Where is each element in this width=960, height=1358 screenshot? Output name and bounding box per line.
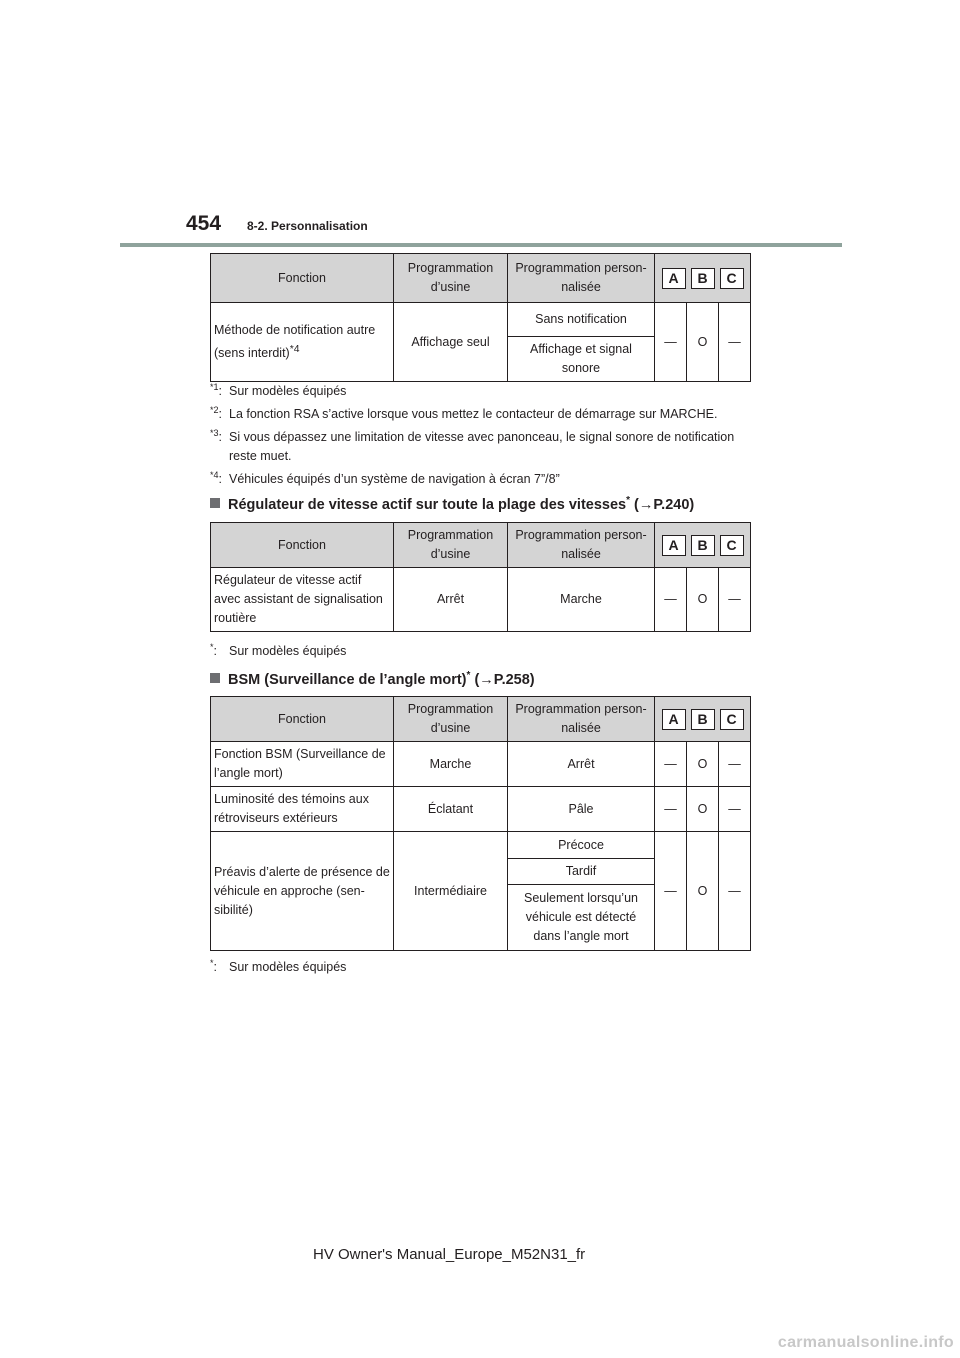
table-row xyxy=(211,742,751,787)
footnote: *: Sur modèles équipés xyxy=(210,958,347,975)
col-fonction: Fonction xyxy=(211,254,394,303)
section-title: 8-2. Personnalisation xyxy=(247,219,368,233)
col-programmation-usine: Programmation d’usine xyxy=(394,254,508,303)
cell-b: O xyxy=(687,742,719,787)
box-b: B xyxy=(691,535,715,556)
cell-usine: Éclatant xyxy=(394,787,508,832)
table-header xyxy=(211,523,751,568)
col-fonction: Fonction xyxy=(211,697,394,742)
box-a: A xyxy=(662,535,686,556)
footnote: *: Sur modèles équipés xyxy=(210,642,347,659)
cell-perso: Pâle xyxy=(508,787,655,832)
col-programmation-usine: Programmation d’usine xyxy=(394,523,508,568)
cell-a: — xyxy=(655,787,687,832)
col-programmation-usine: Programmation d’usine xyxy=(394,697,508,742)
col-programmation-perso: Programmation person-nalisée xyxy=(508,523,655,568)
cell-c: — xyxy=(719,832,751,951)
section-heading-bsm: BSM (Surveillance de l’angle mort)* (→P.258) xyxy=(210,670,535,688)
cell-c: — xyxy=(719,568,751,632)
table-row xyxy=(211,303,751,337)
cell-fonction: Fonction BSM (Surveillance de l’angle mort) xyxy=(211,742,394,787)
page-reference-link[interactable]: (→P.258) xyxy=(474,671,535,688)
cell-perso: Marche xyxy=(508,568,655,632)
cell-perso: Affichage et signal sonore xyxy=(508,337,655,382)
table-notification xyxy=(210,253,751,382)
cell-perso: Seulement lorsqu’un véhicule est détecté dans l’angle mort xyxy=(508,885,655,951)
table-row xyxy=(211,568,751,632)
cell-perso: Précoce xyxy=(508,832,655,859)
cell-usine: Arrêt xyxy=(394,568,508,632)
cell-perso: Tardif xyxy=(508,859,655,885)
table-acc xyxy=(210,522,751,632)
footnote: $^{*4}$: Véhicules équipés d’un système de navigation à écran 7”/8” xyxy=(210,470,560,487)
box-a: A xyxy=(662,268,686,289)
cell-b: O xyxy=(687,303,719,382)
box-b: B xyxy=(691,268,715,289)
box-a: A xyxy=(662,709,686,730)
table-header xyxy=(211,697,751,742)
footnote: $^{*1}$: Sur modèles équipés xyxy=(210,382,347,399)
page-reference-link[interactable]: (→P.240) xyxy=(634,496,695,513)
bullet-square-icon xyxy=(210,673,220,683)
table-bsm xyxy=(210,696,751,951)
cell-c: — xyxy=(719,303,751,382)
box-c: C xyxy=(720,535,744,556)
footer-manual-id: HV Owner's Manual_Europe_M52N31_fr xyxy=(313,1246,586,1263)
cell-c: — xyxy=(719,787,751,832)
cell-a: — xyxy=(655,568,687,632)
col-programmation-perso: Programmation person-nalisée xyxy=(508,254,655,303)
table-row xyxy=(211,787,751,832)
col-abc xyxy=(655,697,751,742)
box-b: B xyxy=(691,709,715,730)
cell-perso: Sans notification xyxy=(508,303,655,337)
page-number: 454 xyxy=(186,212,222,235)
watermark: carmanualsonline.info xyxy=(777,1334,954,1351)
cell-usine: Affichage seul xyxy=(394,303,508,382)
cell-usine: Marche xyxy=(394,742,508,787)
cell-a: — xyxy=(655,742,687,787)
header-rule xyxy=(120,243,842,247)
cell-b: O xyxy=(687,787,719,832)
cell-a: — xyxy=(655,832,687,951)
col-abc xyxy=(655,254,751,303)
cell-fonction: Préavis d’alerte de présence de véhicule en approche (sen-sibilité) xyxy=(211,832,394,951)
cell-usine: Intermédiaire xyxy=(394,832,508,951)
box-c: C xyxy=(720,268,744,289)
footnote: $^{*3}$: Si vous dépassez une limitation de vitesse avec panonceau, le signal sonore de notification reste muet. xyxy=(210,428,735,464)
cell-b: O xyxy=(687,568,719,632)
cell-fonction: Régulateur de vitesse actif avec assistant de signalisation routière xyxy=(211,568,394,632)
col-abc xyxy=(655,523,751,568)
footnote: $^{*2}$: La fonction RSA s’active lorsque vous mettez le contacteur de démarrage sur MARCHE. xyxy=(210,405,718,422)
cell-c: — xyxy=(719,742,751,787)
cell-a: — xyxy=(655,303,687,382)
col-programmation-perso: Programmation person-nalisée xyxy=(508,697,655,742)
section-heading-acc: Régulateur de vitesse actif sur toute la plage des vitesses* (→P.240) xyxy=(210,495,694,513)
table-row xyxy=(211,832,751,859)
col-fonction: Fonction xyxy=(211,523,394,568)
bullet-square-icon xyxy=(210,498,220,508)
cell-fonction: Luminosité des témoins aux rétroviseurs extérieurs xyxy=(211,787,394,832)
cell-fonction: Méthode de notification autre (sens interdit)$^{*4}$ xyxy=(211,303,394,382)
table-header xyxy=(211,254,751,303)
cell-b: O xyxy=(687,832,719,951)
cell-perso: Arrêt xyxy=(508,742,655,787)
box-c: C xyxy=(720,709,744,730)
